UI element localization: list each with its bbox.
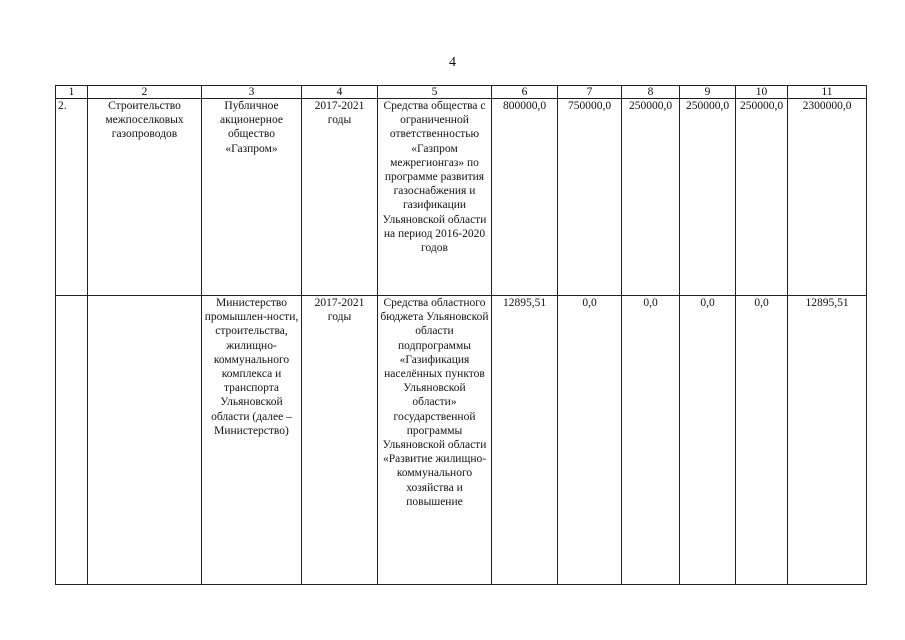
amount-col-6: 800000,0 (492, 99, 558, 296)
program-table (55, 85, 867, 585)
row-number: 2. (56, 99, 88, 296)
amount-col-9: 250000,0 (680, 99, 736, 296)
column-number-5: 5 (378, 86, 492, 99)
amount-total: 2300000,0 (788, 99, 867, 296)
column-number-row (56, 86, 867, 99)
amount-col-7: 0,0 (558, 296, 622, 585)
amount-col-6: 12895,51 (492, 296, 558, 585)
column-number-4: 4 (302, 86, 378, 99)
page-number: 4 (449, 55, 456, 70)
executor: Министерство промышлен-ности, строительства, жилищно-коммунального комплекса и транспорта Ульяновской области (далее – Министерство) (202, 296, 302, 585)
column-number-10: 10 (736, 86, 788, 99)
column-number-11: 11 (788, 86, 867, 99)
period: 2017-2021 годы (302, 99, 378, 296)
column-number-1: 1 (56, 86, 88, 99)
activity-name (88, 296, 202, 585)
executor: Публичное акционерное общество «Газпром» (202, 99, 302, 296)
amount-col-8: 0,0 (622, 296, 680, 585)
amount-col-10: 0,0 (736, 296, 788, 585)
funding-source: Средства областного бюджета Ульяновской области подпрограммы «Газификация населённых пунктов Ульяновской области» государственной программы Ульяновской области «Развитие жилищно-коммунального хозяйства и повышение (378, 296, 492, 585)
column-number-2: 2 (88, 86, 202, 99)
amount-col-9: 0,0 (680, 296, 736, 585)
period: 2017-2021 годы (302, 296, 378, 585)
column-number-3: 3 (202, 86, 302, 99)
activity-name: Строительство межпоселковых газопроводов (88, 99, 202, 296)
amount-total: 12895,51 (788, 296, 867, 585)
table-row (56, 99, 867, 296)
row-number (56, 296, 88, 585)
table-row (56, 296, 867, 585)
column-number-9: 9 (680, 86, 736, 99)
amount-col-8: 250000,0 (622, 99, 680, 296)
amount-col-10: 250000,0 (736, 99, 788, 296)
amount-col-7: 750000,0 (558, 99, 622, 296)
column-number-8: 8 (622, 86, 680, 99)
column-number-7: 7 (558, 86, 622, 99)
column-number-6: 6 (492, 86, 558, 99)
funding-source: Средства общества с ограниченной ответственностью «Газпром межрегионгаз» по программе развития газоснабжения и газификации Ульяновской области на период 2016-2020 годов (378, 99, 492, 296)
